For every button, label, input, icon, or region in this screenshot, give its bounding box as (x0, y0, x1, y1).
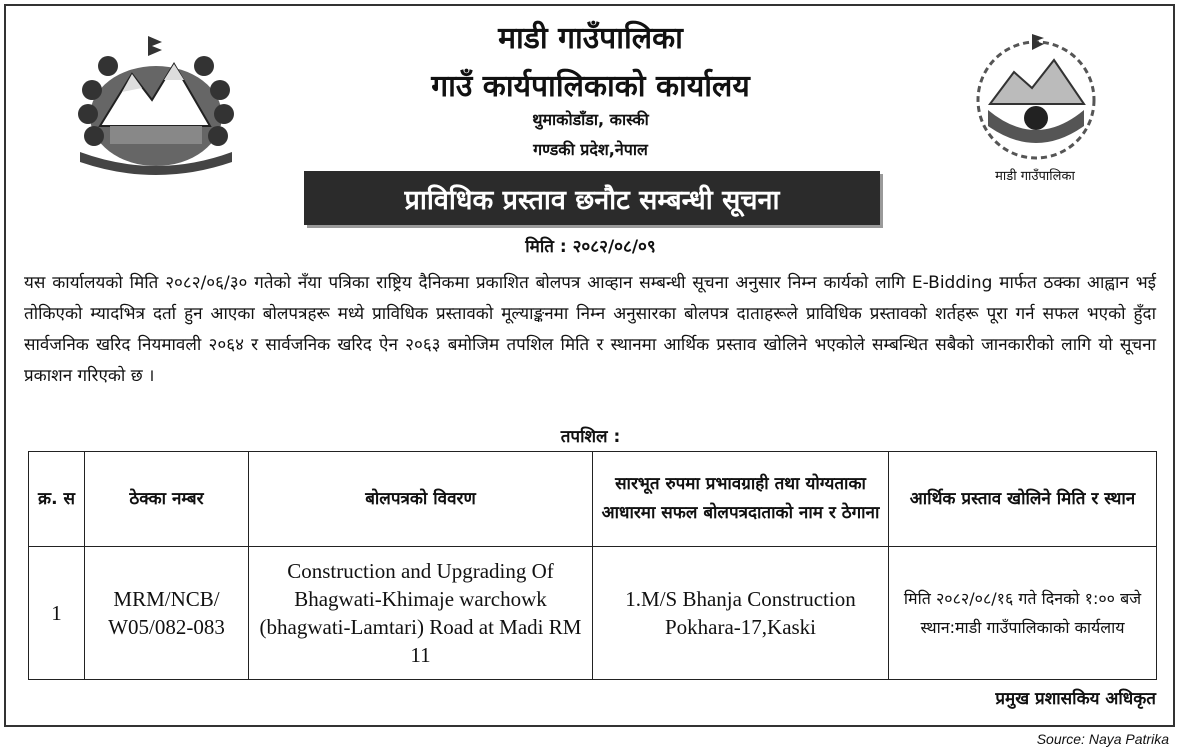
schedule-label: तपशिल : (560, 427, 621, 447)
header-bidder: सारभूत रुपमा प्रभावग्राही तथा योग्यताका आधारमा सफल बोलपत्रदाताको नाम र ठेगाना (593, 452, 889, 547)
org-name: माडी गाउँपालिका (498, 21, 683, 56)
header-contract-no: ठेक्का नम्बर (85, 452, 249, 547)
notice-date: मिति : २०८२/०८/०९ (525, 237, 656, 257)
table-header-row (29, 452, 1157, 547)
header-sn: क्र. स (29, 452, 85, 547)
cell-sn: 1 (29, 547, 85, 680)
address-line-2: गण्डकी प्रदेश,नेपाल (533, 140, 648, 159)
table-row (29, 547, 1157, 680)
cell-opening: मिति २०८२/०८/१६ गते दिनको १:०० बजे स्थान:माडी गाउँपालिकाको कार्यलाय (889, 547, 1157, 680)
cell-bidder: 1.M/S Bhanja Construction Pokhara-17,Kaski (593, 547, 889, 680)
right-logo-caption: माडी गाउँपालिका (995, 169, 1075, 184)
cell-description: Construction and Upgrading Of Bhagwati-Khimaje warchowk (bhagwati-Lamtari) Road at Madi RM 11 (249, 547, 593, 680)
source-credit: Source: Naya Patrika (1036, 731, 1169, 747)
header-description: बोलपत्रको विवरण (249, 452, 593, 547)
address-line-1: थुमाकोडाँडा, कास्की (532, 110, 649, 129)
notice-body: यस कार्यालयको मिति २०८२/०६/३० गतेको नँया पत्रिका राष्ट्रिय दैनिकमा प्रकाशित बोलपत्र आव्हान सम्बन्धी सूचना अनुसार निम्न कार्यको लागि E-Bidding मार्फत ठक्का आह्वान भई तोकिएको म्यादभित्र दर्ता हुन आएका बोलपत्रहरू मध्ये प्राविधिक प्रस्तावको मूल्याङ्कनमा निम्न अनुसारका बोलपत्र दाताहरूले प्राविधिक प्रस्तावको शर्तहरू पूरा गर्न सफल भएको हुँदा सार्वजनिक खरिद नियमावली २०६४ र सार्वजनिक खरिद ऐन २०६३ बमोजिम तपशिल मिति र स्थानमा आर्थिक प्रस्ताव खोलिने भएकोले सम्बन्धित सबैको जानकारीको लागि यो सूचना प्रकाशन गरिएको छ । (24, 273, 1156, 386)
office-name: गाउँ कार्यपालिकाको कार्यालय (431, 69, 750, 104)
notice-table (28, 451, 1157, 680)
signature: प्रमुख प्रशासकिय अधिकृत (995, 689, 1156, 709)
header-opening: आर्थिक प्रस्ताव खोलिने मिति र स्थान (889, 452, 1157, 547)
cell-contract-no: MRM/NCB/ W05/082-083 (85, 547, 249, 680)
notice-title: प्राविधिक प्रस्ताव छनौट सम्बन्धी सूचना (304, 171, 880, 225)
